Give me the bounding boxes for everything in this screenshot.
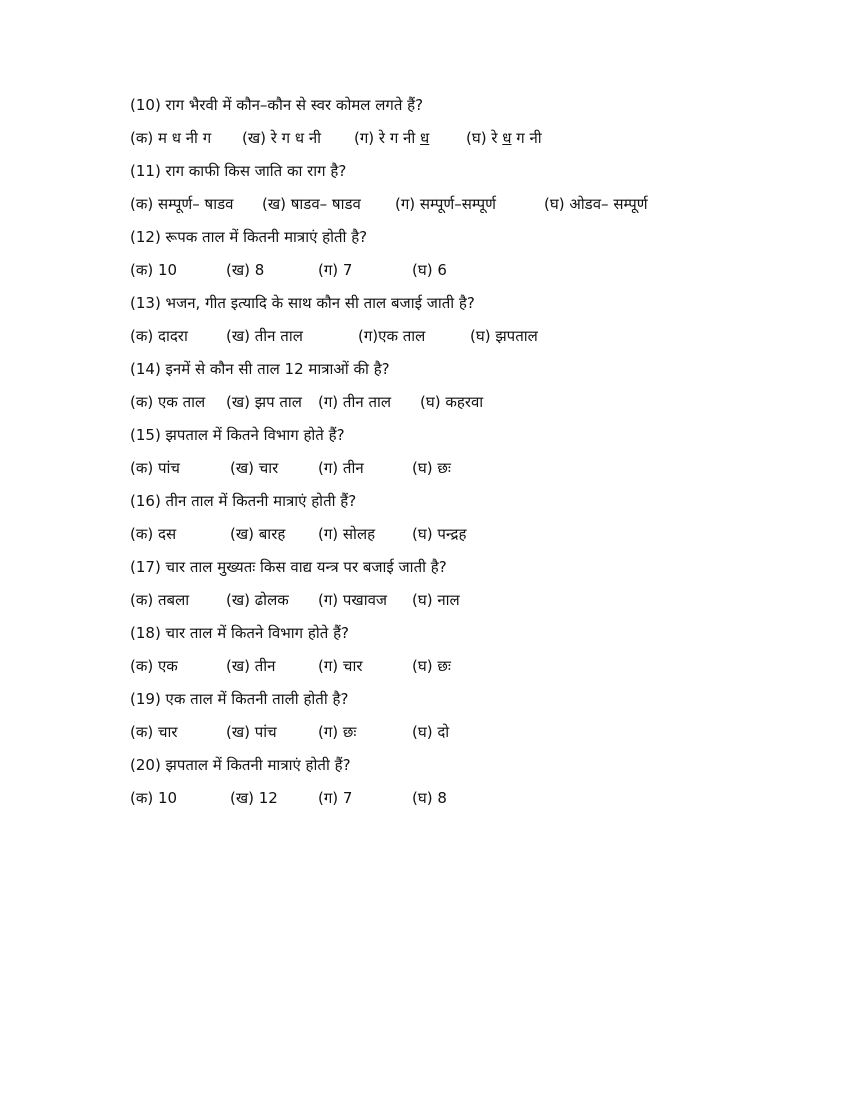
option-gha: (घ) कहरवा bbox=[420, 393, 484, 411]
option-kha: (ख) ढोलक bbox=[226, 591, 289, 609]
option-kha: (ख) बारह bbox=[230, 525, 286, 543]
option-ga: (ग) पखावज bbox=[318, 591, 388, 609]
option-gha: (घ) नाल bbox=[412, 591, 460, 609]
option-ka: (क) म ध नी ग bbox=[130, 129, 212, 147]
option-ka: (क) चार bbox=[130, 723, 178, 741]
question-13: (13) भजन, गीत इत्यादि के साथ कौन सी ताल बजाई जाती है? bbox=[130, 294, 475, 312]
question-15: (15) झपताल में कितने विभाग होते हैं? bbox=[130, 426, 345, 444]
question-18: (18) चार ताल में कितने विभाग होते हैं? bbox=[130, 624, 349, 642]
option-ga: (ग)एक ताल bbox=[358, 327, 426, 345]
option-ka: (क) दादरा bbox=[130, 327, 188, 345]
question-14: (14) इनमें से कौन सी ताल 12 मात्राओं की है? bbox=[130, 360, 390, 378]
option-gha: (घ) ओडव– सम्पूर्ण bbox=[544, 195, 648, 213]
option-gha: (घ) पन्द्रह bbox=[412, 525, 467, 543]
question-20: (20) झपताल में कितनी मात्राएं होती हैं? bbox=[130, 756, 351, 774]
option-gha: (घ) झपताल bbox=[470, 327, 538, 345]
option-gha: (घ) रे ध ग नी bbox=[466, 129, 542, 147]
option-kha: (ख) 12 bbox=[230, 789, 278, 807]
option-kha: (ख) तीन ताल bbox=[226, 327, 303, 345]
option-ga: (ग) सम्पूर्ण–सम्पूर्ण bbox=[395, 195, 496, 213]
option-ga: (ग) तीन bbox=[318, 459, 364, 477]
option-kha: (ख) झप ताल bbox=[226, 393, 302, 411]
option-ka: (क) सम्पूर्ण– षाडव bbox=[130, 195, 234, 213]
option-ga: (ग) 7 bbox=[318, 261, 353, 279]
option-ga: (ग) छः bbox=[318, 723, 357, 741]
option-ka: (क) पांच bbox=[130, 459, 180, 477]
option-ka: (क) दस bbox=[130, 525, 177, 543]
option-ka: (क) 10 bbox=[130, 789, 178, 807]
option-kha: (ख) षाडव– षाडव bbox=[262, 195, 361, 213]
question-12: (12) रूपक ताल में कितनी मात्राएं होती है? bbox=[130, 228, 368, 246]
option-kha: (ख) 8 bbox=[226, 261, 265, 279]
option-ka: (क) एक bbox=[130, 657, 178, 675]
question-17: (17) चार ताल मुख्यतः किस वाद्य यन्त्र पर बजाई जाती है? bbox=[130, 558, 447, 576]
option-kha: (ख) तीन bbox=[226, 657, 276, 675]
option-ga: (ग) तीन ताल bbox=[318, 393, 392, 411]
option-kha: (ख) चार bbox=[230, 459, 279, 477]
option-kha: (ख) पांच bbox=[226, 723, 277, 741]
option-gha: (घ) 6 bbox=[412, 261, 447, 279]
option-ga: (ग) चार bbox=[318, 657, 363, 675]
option-gha: (घ) 8 bbox=[412, 789, 447, 807]
option-ga: (ग) रे ग नी ध bbox=[354, 129, 430, 147]
option-gha: (घ) दो bbox=[412, 723, 450, 741]
option-gha: (घ) छः bbox=[412, 459, 451, 477]
option-kha: (ख) रे ग ध नी bbox=[242, 129, 322, 147]
option-ka: (क) एक ताल bbox=[130, 393, 206, 411]
option-gha: (घ) छः bbox=[412, 657, 451, 675]
question-10: (10) राग भैरवी में कौन–कौन से स्वर कोमल लगते हैं? bbox=[130, 96, 424, 114]
option-ka: (क) 10 bbox=[130, 261, 178, 279]
option-ga: (ग) 7 bbox=[318, 789, 353, 807]
question-16: (16) तीन ताल में कितनी मात्राएं होती हैं? bbox=[130, 492, 357, 510]
question-19: (19) एक ताल में कितनी ताली होती है? bbox=[130, 690, 349, 708]
option-ka: (क) तबला bbox=[130, 591, 190, 609]
option-ga: (ग) सोलह bbox=[318, 525, 376, 543]
question-11: (11) राग काफी किस जाति का राग है? bbox=[130, 162, 347, 180]
